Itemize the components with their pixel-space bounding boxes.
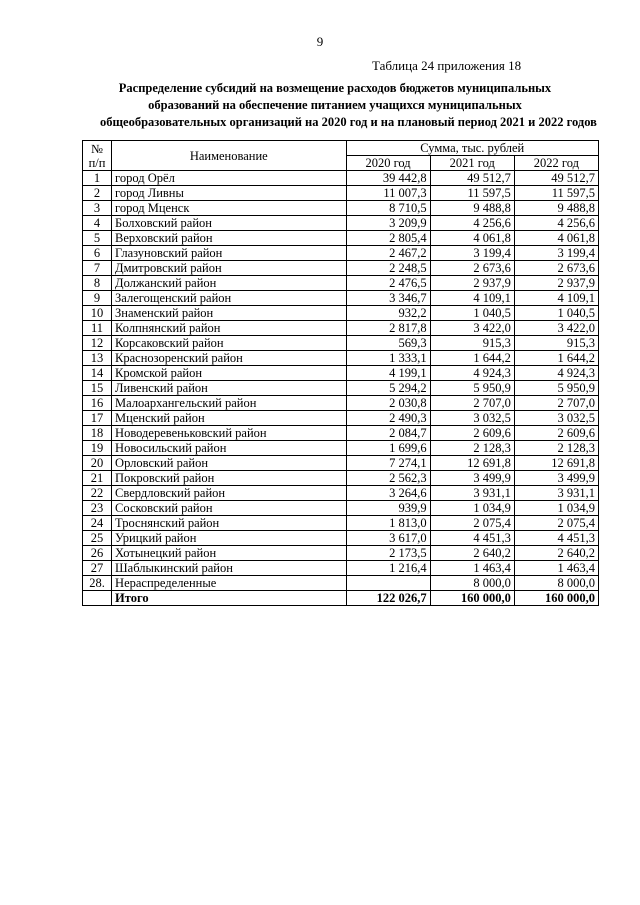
table-row bbox=[83, 531, 599, 546]
row-name: Орловский район bbox=[112, 456, 346, 471]
row-value-2021: 4 109,1 bbox=[430, 291, 514, 306]
table-row bbox=[83, 561, 599, 576]
row-name: Корсаковский район bbox=[112, 336, 346, 351]
table-row bbox=[83, 516, 599, 531]
row-name: Ливенский район bbox=[112, 381, 346, 396]
total-number-empty bbox=[83, 591, 112, 606]
row-value-2022: 49 512,7 bbox=[514, 171, 598, 186]
row-number: 6 bbox=[83, 246, 112, 261]
row-name: Троснянский район bbox=[112, 516, 346, 531]
row-name: Малоархангельский район bbox=[112, 396, 346, 411]
table-row bbox=[83, 426, 599, 441]
row-number: 16 bbox=[83, 396, 112, 411]
title-line: общеобразовательных организаций на 2020 год и на плановый период 2021 и 2022 годов bbox=[100, 115, 597, 129]
row-value-2020: 939,9 bbox=[346, 501, 430, 516]
row-value-2020: 11 007,3 bbox=[346, 186, 430, 201]
row-value-2021: 2 707,0 bbox=[430, 396, 514, 411]
row-value-2021: 4 061,8 bbox=[430, 231, 514, 246]
row-value-2021: 4 924,3 bbox=[430, 366, 514, 381]
row-number: 27 bbox=[83, 561, 112, 576]
row-value-2022: 3 199,4 bbox=[514, 246, 598, 261]
row-number: 22 bbox=[83, 486, 112, 501]
row-number: 9 bbox=[83, 291, 112, 306]
row-value-2020: 932,2 bbox=[346, 306, 430, 321]
row-value-2020: 39 442,8 bbox=[346, 171, 430, 186]
row-value-2021: 2 075,4 bbox=[430, 516, 514, 531]
row-number: 12 bbox=[83, 336, 112, 351]
row-number: 24 bbox=[83, 516, 112, 531]
row-name: город Ливны bbox=[112, 186, 346, 201]
row-value-2022: 8 000,0 bbox=[514, 576, 598, 591]
header-row bbox=[83, 141, 599, 156]
table-row bbox=[83, 171, 599, 186]
row-value-2021: 1 034,9 bbox=[430, 501, 514, 516]
row-value-2020: 2 084,7 bbox=[346, 426, 430, 441]
row-value-2020: 2 476,5 bbox=[346, 276, 430, 291]
row-value-2022: 5 950,9 bbox=[514, 381, 598, 396]
row-value-2022: 4 924,3 bbox=[514, 366, 598, 381]
table-row bbox=[83, 456, 599, 471]
row-value-2021: 3 199,4 bbox=[430, 246, 514, 261]
row-value-2020: 569,3 bbox=[346, 336, 430, 351]
row-number: 7 bbox=[83, 261, 112, 276]
row-value-2022: 4 451,3 bbox=[514, 531, 598, 546]
row-name: Сосковский район bbox=[112, 501, 346, 516]
row-value-2021: 1 463,4 bbox=[430, 561, 514, 576]
row-value-2021: 4 451,3 bbox=[430, 531, 514, 546]
table-row bbox=[83, 216, 599, 231]
row-number: 5 bbox=[83, 231, 112, 246]
row-value-2020: 2 173,5 bbox=[346, 546, 430, 561]
row-number: 18 bbox=[83, 426, 112, 441]
row-value-2021: 2 128,3 bbox=[430, 441, 514, 456]
row-value-2022: 3 931,1 bbox=[514, 486, 598, 501]
row-number: 25 bbox=[83, 531, 112, 546]
table-row bbox=[83, 276, 599, 291]
row-value-2022: 2 937,9 bbox=[514, 276, 598, 291]
table-row bbox=[83, 396, 599, 411]
row-name: Залегощенский район bbox=[112, 291, 346, 306]
row-number: 26 bbox=[83, 546, 112, 561]
row-name: Покровский район bbox=[112, 471, 346, 486]
table-row bbox=[83, 186, 599, 201]
table-row bbox=[83, 321, 599, 336]
row-value-2020: 5 294,2 bbox=[346, 381, 430, 396]
row-name: Верховский район bbox=[112, 231, 346, 246]
table-row bbox=[83, 411, 599, 426]
table-row bbox=[83, 291, 599, 306]
row-number: 28. bbox=[83, 576, 112, 591]
row-value-2021: 1 644,2 bbox=[430, 351, 514, 366]
row-value-2022: 2 640,2 bbox=[514, 546, 598, 561]
row-number: 11 bbox=[83, 321, 112, 336]
row-value-2022: 2 128,3 bbox=[514, 441, 598, 456]
header-sum: Сумма, тыс. рублей bbox=[346, 141, 599, 156]
table-row bbox=[83, 201, 599, 216]
row-value-2020: 1 813,0 bbox=[346, 516, 430, 531]
row-value-2021: 3 032,5 bbox=[430, 411, 514, 426]
row-name: Знаменский район bbox=[112, 306, 346, 321]
row-name: Мценский район bbox=[112, 411, 346, 426]
row-value-2021: 4 256,6 bbox=[430, 216, 514, 231]
title-line: Распределение субсидий на возмещение расходов бюджетов муниципальных bbox=[118, 81, 552, 95]
row-number: 17 bbox=[83, 411, 112, 426]
total-value-2021: 160 000,0 bbox=[430, 591, 514, 606]
row-value-2022: 4 109,1 bbox=[514, 291, 598, 306]
header-year-2022: 2022 год bbox=[514, 156, 598, 171]
row-value-2021: 9 488,8 bbox=[430, 201, 514, 216]
header-number bbox=[83, 141, 112, 171]
row-number: 23 bbox=[83, 501, 112, 516]
row-value-2021: 3 931,1 bbox=[430, 486, 514, 501]
row-name: Колпнянский район bbox=[112, 321, 346, 336]
row-value-2021: 2 937,9 bbox=[430, 276, 514, 291]
table-row bbox=[83, 336, 599, 351]
row-number: 20 bbox=[83, 456, 112, 471]
row-value-2022: 2 707,0 bbox=[514, 396, 598, 411]
total-label: Итого bbox=[112, 591, 346, 606]
table-row bbox=[83, 246, 599, 261]
subsidy-table bbox=[82, 140, 599, 606]
total-value-2022: 160 000,0 bbox=[514, 591, 598, 606]
row-name: Шаблыкинский район bbox=[112, 561, 346, 576]
row-value-2021: 2 640,2 bbox=[430, 546, 514, 561]
row-name: Урицкий район bbox=[112, 531, 346, 546]
row-number: 13 bbox=[83, 351, 112, 366]
header-number-line2: п/п bbox=[88, 155, 106, 170]
row-value-2020: 3 617,0 bbox=[346, 531, 430, 546]
row-value-2020: 7 274,1 bbox=[346, 456, 430, 471]
row-value-2020: 1 333,1 bbox=[346, 351, 430, 366]
row-value-2022: 3 422,0 bbox=[514, 321, 598, 336]
table-row bbox=[83, 231, 599, 246]
row-value-2021: 1 040,5 bbox=[430, 306, 514, 321]
row-value-2022: 2 075,4 bbox=[514, 516, 598, 531]
row-value-2020: 1 699,6 bbox=[346, 441, 430, 456]
row-value-2022: 9 488,8 bbox=[514, 201, 598, 216]
table-body bbox=[83, 171, 599, 606]
row-value-2021: 8 000,0 bbox=[430, 576, 514, 591]
row-value-2020 bbox=[346, 576, 430, 591]
row-value-2020: 2 248,5 bbox=[346, 261, 430, 276]
row-value-2021: 915,3 bbox=[430, 336, 514, 351]
row-value-2022: 915,3 bbox=[514, 336, 598, 351]
header-year-2021: 2021 год bbox=[430, 156, 514, 171]
row-name: Новодеревеньковский район bbox=[112, 426, 346, 441]
row-number: 19 bbox=[83, 441, 112, 456]
row-name: Дмитровский район bbox=[112, 261, 346, 276]
row-number: 15 bbox=[83, 381, 112, 396]
header-number-line1: № bbox=[91, 141, 103, 156]
row-value-2021: 3 499,9 bbox=[430, 471, 514, 486]
table-reference: Таблица 24 приложения 18 bbox=[372, 58, 522, 73]
row-value-2022: 1 040,5 bbox=[514, 306, 598, 321]
row-name: Болховский район bbox=[112, 216, 346, 231]
row-value-2020: 2 030,8 bbox=[346, 396, 430, 411]
row-value-2020: 2 562,3 bbox=[346, 471, 430, 486]
row-name: город Мценск bbox=[112, 201, 346, 216]
row-value-2022: 3 032,5 bbox=[514, 411, 598, 426]
row-value-2022: 12 691,8 bbox=[514, 456, 598, 471]
row-value-2022: 1 034,9 bbox=[514, 501, 598, 516]
header-name: Наименование bbox=[112, 141, 346, 171]
row-value-2021: 3 422,0 bbox=[430, 321, 514, 336]
total-value-2020: 122 026,7 bbox=[346, 591, 430, 606]
row-value-2020: 3 209,9 bbox=[346, 216, 430, 231]
row-name: Хотынецкий район bbox=[112, 546, 346, 561]
row-value-2020: 2 467,2 bbox=[346, 246, 430, 261]
row-number: 10 bbox=[83, 306, 112, 321]
row-value-2022: 11 597,5 bbox=[514, 186, 598, 201]
row-name: Глазуновский район bbox=[112, 246, 346, 261]
row-value-2020: 8 710,5 bbox=[346, 201, 430, 216]
row-value-2021: 12 691,8 bbox=[430, 456, 514, 471]
row-value-2022: 1 463,4 bbox=[514, 561, 598, 576]
row-number: 8 bbox=[83, 276, 112, 291]
total-row bbox=[83, 591, 599, 606]
row-value-2022: 2 609,6 bbox=[514, 426, 598, 441]
row-name: город Орёл bbox=[112, 171, 346, 186]
table-row bbox=[83, 366, 599, 381]
row-name: Должанский район bbox=[112, 276, 346, 291]
row-value-2020: 1 216,4 bbox=[346, 561, 430, 576]
row-number: 21 bbox=[83, 471, 112, 486]
row-value-2020: 3 346,7 bbox=[346, 291, 430, 306]
row-name: Свердловский район bbox=[112, 486, 346, 501]
row-name: Новосильский район bbox=[112, 441, 346, 456]
table-row bbox=[83, 576, 599, 591]
row-value-2020: 4 199,1 bbox=[346, 366, 430, 381]
row-name: Кромской район bbox=[112, 366, 346, 381]
page-number: 9 bbox=[316, 34, 324, 49]
table-row bbox=[83, 381, 599, 396]
table-row bbox=[83, 306, 599, 321]
title-line: образований на обеспечение питанием учащихся муниципальных bbox=[148, 98, 522, 112]
row-number: 3 bbox=[83, 201, 112, 216]
row-number: 2 bbox=[83, 186, 112, 201]
row-value-2022: 1 644,2 bbox=[514, 351, 598, 366]
table-row bbox=[83, 471, 599, 486]
row-value-2021: 49 512,7 bbox=[430, 171, 514, 186]
table-row bbox=[83, 351, 599, 366]
row-value-2020: 3 264,6 bbox=[346, 486, 430, 501]
table-row bbox=[83, 486, 599, 501]
row-number: 14 bbox=[83, 366, 112, 381]
row-value-2020: 2 805,4 bbox=[346, 231, 430, 246]
row-number: 1 bbox=[83, 171, 112, 186]
row-value-2020: 2 817,8 bbox=[346, 321, 430, 336]
row-value-2021: 5 950,9 bbox=[430, 381, 514, 396]
row-value-2021: 2 673,6 bbox=[430, 261, 514, 276]
row-value-2022: 3 499,9 bbox=[514, 471, 598, 486]
row-value-2022: 4 061,8 bbox=[514, 231, 598, 246]
table-row bbox=[83, 261, 599, 276]
row-name: Нераспределенные bbox=[112, 576, 346, 591]
document-title bbox=[100, 80, 597, 131]
table-row bbox=[83, 501, 599, 516]
table-row bbox=[83, 441, 599, 456]
table-row bbox=[83, 546, 599, 561]
header-year-2020: 2020 год bbox=[346, 156, 430, 171]
row-value-2022: 4 256,6 bbox=[514, 216, 598, 231]
row-value-2022: 2 673,6 bbox=[514, 261, 598, 276]
row-name: Краснозоренский район bbox=[112, 351, 346, 366]
row-value-2021: 11 597,5 bbox=[430, 186, 514, 201]
row-value-2020: 2 490,3 bbox=[346, 411, 430, 426]
row-number: 4 bbox=[83, 216, 112, 231]
row-value-2021: 2 609,6 bbox=[430, 426, 514, 441]
